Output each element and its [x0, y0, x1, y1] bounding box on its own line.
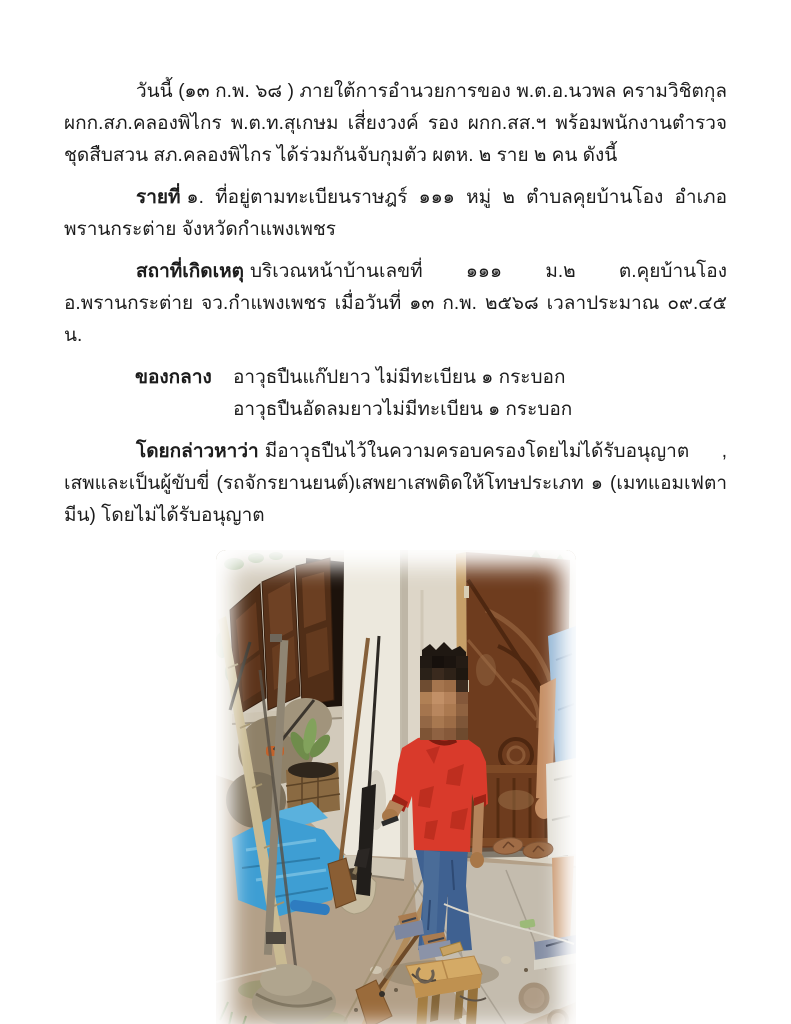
paragraph-evidence [64, 362, 727, 426]
evidence-item-2: อาวุธปืนอัดลมยาวไม่มีทะเบียน ๑ กระบอก [233, 399, 573, 420]
pixelated-face [420, 642, 468, 740]
case-1-label: รายที่ [136, 187, 181, 208]
paragraph-scene [64, 256, 727, 352]
paragraph-case-1 [64, 182, 727, 246]
charges-text: มีอาวุธปืนไว้ในความครอบครองโดยไม่ได้รับอนุญาต , เสพและเป็นผู้ขับขี่ (รถจักรยานยนต์)เสพยาเสพติดให้โทษประเภท ๑ (เมทแอมเฟตามีน) โดยไม่ได้รับอนุญาต [64, 441, 727, 526]
evidence-row-2 [233, 394, 727, 426]
paragraph-charges [64, 436, 727, 532]
scene-text: บริเวณหน้าบ้านเลขที่ ๑๑๑ ม.๒ ต.คุยบ้านโอง อ.พรานกระต่าย จว.กำแพงเพชร เมื่อวันที่ ๑๓ ก.พ. ๒๕๖๘ เวลาประมาณ ๐๙.๔๕ น. [64, 261, 727, 346]
report-text [64, 76, 727, 532]
evidence-photo-art [216, 550, 576, 1024]
scene-label: สถาที่เกิดเหตุ [136, 261, 244, 282]
evidence-row-1 [135, 362, 727, 394]
evidence-label: ของกลาง [135, 367, 212, 388]
charges-label: โดยกล่าวหาว่า [136, 441, 259, 462]
paragraph-intro-text: วันนี้ (๑๓ ก.พ. ๖๘ ) ภายใต้การอำนวยการของ พ.ต.อ.นวพล ครามวิชิตกุล ผกก.สภ.คลองพิไกร พ.ต.ท.สุเกษม เสี่ยงวงค์ รอง ผกก.สส.ฯ พร้อมพนักงานตำรวจ ชุดสืบสวน สภ.คลองพิไกร ได้ร่วมกันจับกุมตัว ผตห. ๒ ราย ๒ คน ดังนี้ [64, 81, 727, 166]
case-1-text: ๑. ที่อยู่ตามทะเบียนราษฎร์ ๑๑๑ หมู่ ๒ ตำบลคุยบ้านโอง อำเภอพรานกระต่าย จังหวัดกำแพงเพชร [64, 187, 727, 240]
paragraph-intro [64, 76, 727, 172]
evidence-item-1: อาวุธปืนแก๊ปยาว ไม่มีทะเบียน ๑ กระบอก [233, 367, 566, 388]
evidence-photo [216, 550, 576, 1024]
